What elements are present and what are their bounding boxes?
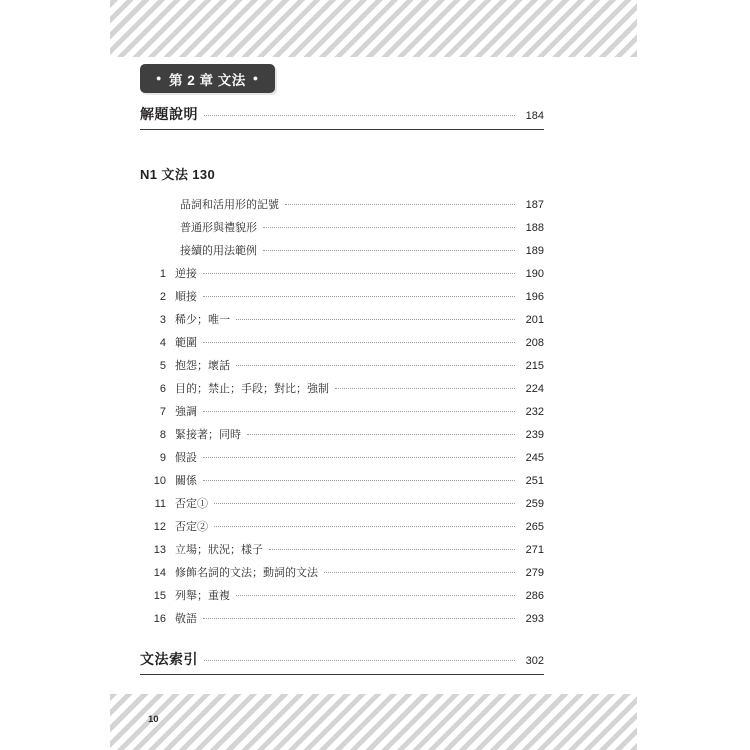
- toc-page-number: 239: [525, 428, 544, 441]
- toc-entry-number: 3: [159, 313, 166, 326]
- toc-row[interactable]: [140, 330, 544, 353]
- toc-entry-number: 8: [159, 428, 166, 441]
- toc-page-number: 265: [525, 520, 544, 533]
- toc-entry-label: 普通形與禮貌形: [180, 221, 257, 234]
- toc-row[interactable]: [140, 307, 544, 330]
- toc-leader-dots: [324, 571, 515, 573]
- toc-leader-dots: [285, 203, 515, 205]
- toc-row[interactable]: [140, 104, 544, 124]
- toc-row[interactable]: [140, 560, 544, 583]
- toc-page-number: 232: [525, 405, 544, 418]
- toc-page-number: 224: [525, 382, 544, 395]
- toc-page-number: 271: [525, 543, 544, 556]
- toc-row[interactable]: [140, 514, 544, 537]
- toc-row[interactable]: [140, 537, 544, 560]
- toc-entry-label: 順接: [175, 290, 197, 303]
- toc-page-number: 293: [525, 612, 544, 625]
- toc-leader-dots: [203, 456, 515, 458]
- toc-row[interactable]: [140, 284, 544, 307]
- toc-row[interactable]: [140, 649, 544, 669]
- spacer: [140, 629, 544, 649]
- toc-entry-label: 解題說明: [140, 106, 198, 122]
- bullet-left-icon: ●: [156, 73, 162, 83]
- bullet-right-icon: ●: [252, 73, 259, 83]
- toc-entry-label: 目的；禁止；手段；對比；強制: [175, 382, 329, 395]
- toc-entry-number: 9: [159, 451, 166, 464]
- toc-entry-label: 否定①: [175, 497, 208, 510]
- toc-entry-number: 13: [153, 543, 166, 556]
- toc-leader-dots: [263, 249, 515, 251]
- toc-row[interactable]: [140, 376, 544, 399]
- toc-entry-label: 修飾名詞的文法；動詞的文法: [175, 566, 318, 579]
- toc-entry-label: 強調: [175, 405, 197, 418]
- toc-row[interactable]: [140, 215, 544, 238]
- toc-entry-number: 16: [153, 612, 166, 625]
- toc-row[interactable]: [140, 468, 544, 491]
- toc-page-number: 187: [525, 198, 544, 211]
- toc-page-number: 188: [525, 221, 544, 234]
- toc-entry-number: 4: [159, 336, 166, 349]
- toc-leader-dots: [236, 318, 515, 320]
- toc-leader-dots: [204, 114, 515, 116]
- toc-entry-number: 7: [159, 405, 166, 418]
- toc-page-number: 279: [525, 566, 544, 579]
- toc-entry-number: 10: [153, 474, 166, 487]
- toc-page-number: 208: [525, 336, 544, 349]
- decorative-stripe-top: [110, 0, 637, 57]
- toc-leader-dots: [203, 341, 515, 343]
- page-number: 10: [148, 714, 159, 725]
- toc-entry-label: 逆接: [175, 267, 197, 280]
- toc-entry-label: 列舉；重複: [175, 589, 230, 602]
- toc-row[interactable]: [140, 261, 544, 284]
- toc-entry-number: 14: [153, 566, 166, 579]
- toc-row[interactable]: [140, 238, 544, 261]
- toc-entry-label: 緊接著；同時: [175, 428, 241, 441]
- decorative-stripe-bottom: [110, 694, 637, 750]
- toc-entry-number: 2: [159, 290, 166, 303]
- toc-entry-label: 範圍: [175, 336, 197, 349]
- toc-page-number: 190: [525, 267, 544, 280]
- toc-leader-dots: [247, 433, 515, 435]
- toc-leader-dots: [203, 272, 515, 274]
- toc-row[interactable]: [140, 422, 544, 445]
- toc-leader-dots: [203, 410, 515, 412]
- toc-page-number: 196: [525, 290, 544, 303]
- toc-page-number: 286: [525, 589, 544, 602]
- spacer: [140, 130, 544, 142]
- toc-entry-label: 關係: [175, 474, 197, 487]
- toc-leader-dots: [203, 617, 515, 619]
- toc-entry-label: 抱怨；壞話: [175, 359, 230, 372]
- toc-page-number: 215: [525, 359, 544, 372]
- toc-leader-dots: [214, 502, 515, 504]
- chapter-title-badge: [140, 64, 275, 93]
- toc-row[interactable]: [140, 491, 544, 514]
- toc-leader-dots: [204, 659, 515, 661]
- toc-page-number: 201: [525, 313, 544, 326]
- toc-row[interactable]: [140, 353, 544, 376]
- toc-page-number: 251: [525, 474, 544, 487]
- toc-entry-number: 11: [154, 497, 166, 510]
- toc-entry-number: 6: [159, 382, 166, 395]
- toc-entry-label: 接續的用法範例: [180, 244, 257, 257]
- toc-group-heading: N1 文法 130: [140, 167, 216, 182]
- toc-entry-label: 稀少；唯一: [175, 313, 230, 326]
- toc-entry-label: 假設: [175, 451, 197, 464]
- toc-page-number: 245: [525, 451, 544, 464]
- toc-page-number: 184: [525, 110, 544, 122]
- toc-section-major[interactable]: [140, 104, 544, 130]
- toc-page-number: 259: [525, 497, 544, 510]
- spacer: [140, 675, 544, 687]
- toc-leader-dots: [214, 525, 515, 527]
- toc-page-number: 302: [525, 655, 544, 667]
- toc-entry-label: 文法索引: [140, 651, 198, 667]
- toc-row[interactable]: [140, 606, 544, 629]
- toc-entry-label: 立場；狀況；樣子: [175, 543, 263, 556]
- toc-entry-label: 敬語: [175, 612, 197, 625]
- toc-row[interactable]: [140, 192, 544, 215]
- toc-section-major[interactable]: [140, 649, 544, 675]
- toc-entry-label: 否定②: [175, 520, 208, 533]
- toc-leader-dots: [263, 226, 515, 228]
- toc-entry-label: 品詞和活用形的記號: [180, 198, 279, 211]
- toc-row[interactable]: [140, 399, 544, 422]
- toc-entry-number: 1: [159, 267, 166, 280]
- toc-leader-dots: [203, 295, 515, 297]
- toc-row[interactable]: [140, 583, 544, 606]
- toc-leader-dots: [236, 364, 515, 366]
- toc-leader-dots: [203, 479, 515, 481]
- toc-entry-number: 15: [153, 589, 166, 602]
- toc-page-number: 189: [525, 244, 544, 257]
- toc-entry-number: 5: [159, 359, 166, 372]
- toc-leader-dots: [236, 594, 515, 596]
- toc-row[interactable]: [140, 445, 544, 468]
- chapter-title-text: 第 2 章 文法: [168, 72, 246, 88]
- toc-leader-dots: [335, 387, 515, 389]
- table-of-contents: [140, 104, 544, 687]
- toc-entry-number: 12: [153, 520, 166, 533]
- toc-leader-dots: [269, 548, 515, 550]
